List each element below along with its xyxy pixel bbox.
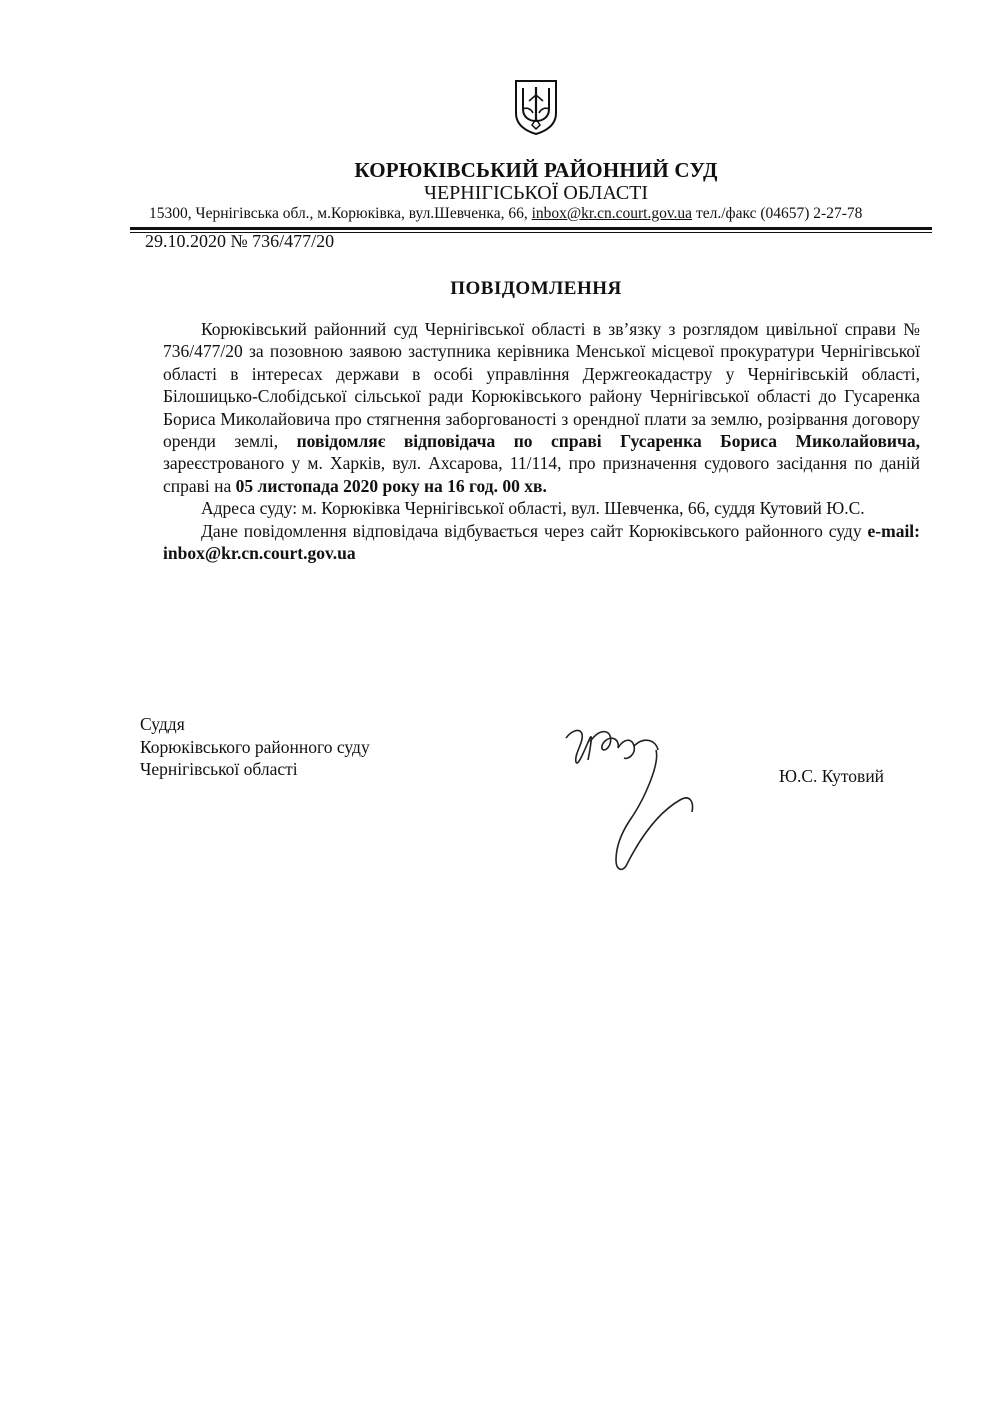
judge-name: Ю.С. Кутовий bbox=[779, 766, 885, 786]
court-region: ЧЕРНІГІСЬКОЇ ОБЛАСТІ bbox=[423, 182, 649, 204]
paragraph-3-text: Дане повідомлення відповідача відбувається через сайт Корюківського районного суду bbox=[201, 520, 868, 541]
notice-paragraph-2: Адреса суду: м. Корюківка Чернігівської області, вул. Шевченка, 66, суддя Кутовий Ю.С. bbox=[201, 498, 865, 519]
court-name: КОРЮКІВСЬКИЙ РАЙОННИЙ СУД bbox=[354, 158, 718, 182]
notice-paragraph-1 bbox=[163, 318, 920, 497]
address-text: 15300, Чернігівська обл., м.Корюківка, вул.Шевченка, 66, bbox=[149, 205, 532, 222]
address-phone: тел./факс (04657) 2-27-78 bbox=[692, 205, 863, 222]
notice-body bbox=[163, 318, 920, 564]
address-email-link[interactable]: inbox@kr.cn.court.gov.ua bbox=[531, 205, 693, 222]
paragraph-1-notified-party: повідомляє відповідача по справі Гусаренка Бориса Миколайовича, bbox=[296, 431, 920, 452]
paragraph-1-text: Корюківський районний суд Чернігівської області в зв’язку з розглядом цивільної справи № 736/477/20 за позовною заявою заступника керівника Менської місцевої прокуратури Чернігівської області в інтересах держави в особі управління Держгеокадастру у Чернігівській області, Білошицько-Слобідської сільської ради Корюківського району Чернігівської області до Гусаренка Бориса Миколайовича про стягнення заборгованості з орендної плати за землю, розірвання договору оренди землі, bbox=[163, 319, 920, 452]
hearing-datetime: 05 листопада 2020 року на 16 год. 00 хв. bbox=[235, 475, 547, 496]
header-divider-thick bbox=[130, 227, 932, 230]
signature-block bbox=[140, 713, 370, 781]
court-address bbox=[149, 205, 929, 223]
notice-paragraph-3 bbox=[163, 520, 920, 565]
court-email: e-mail: inbox@kr.cn.court.gov.ua bbox=[163, 520, 920, 564]
coat-of-arms-trident-icon bbox=[513, 79, 559, 135]
document-reference: 29.10.2020 № 736/477/20 bbox=[145, 231, 335, 251]
signature-title: Суддя bbox=[140, 714, 185, 734]
signature-region: Чернігівської області bbox=[140, 759, 298, 779]
signature-court: Корюківського районного суду bbox=[140, 736, 370, 757]
handwritten-signature-icon bbox=[560, 720, 710, 880]
paragraph-1-continuation: зареєстрованого у м. Харків, вул. Ахсарова, 11/114, про призначення судового засідання по даній справі на bbox=[163, 453, 920, 496]
document-title: ПОВІДОМЛЕННЯ bbox=[450, 278, 622, 299]
